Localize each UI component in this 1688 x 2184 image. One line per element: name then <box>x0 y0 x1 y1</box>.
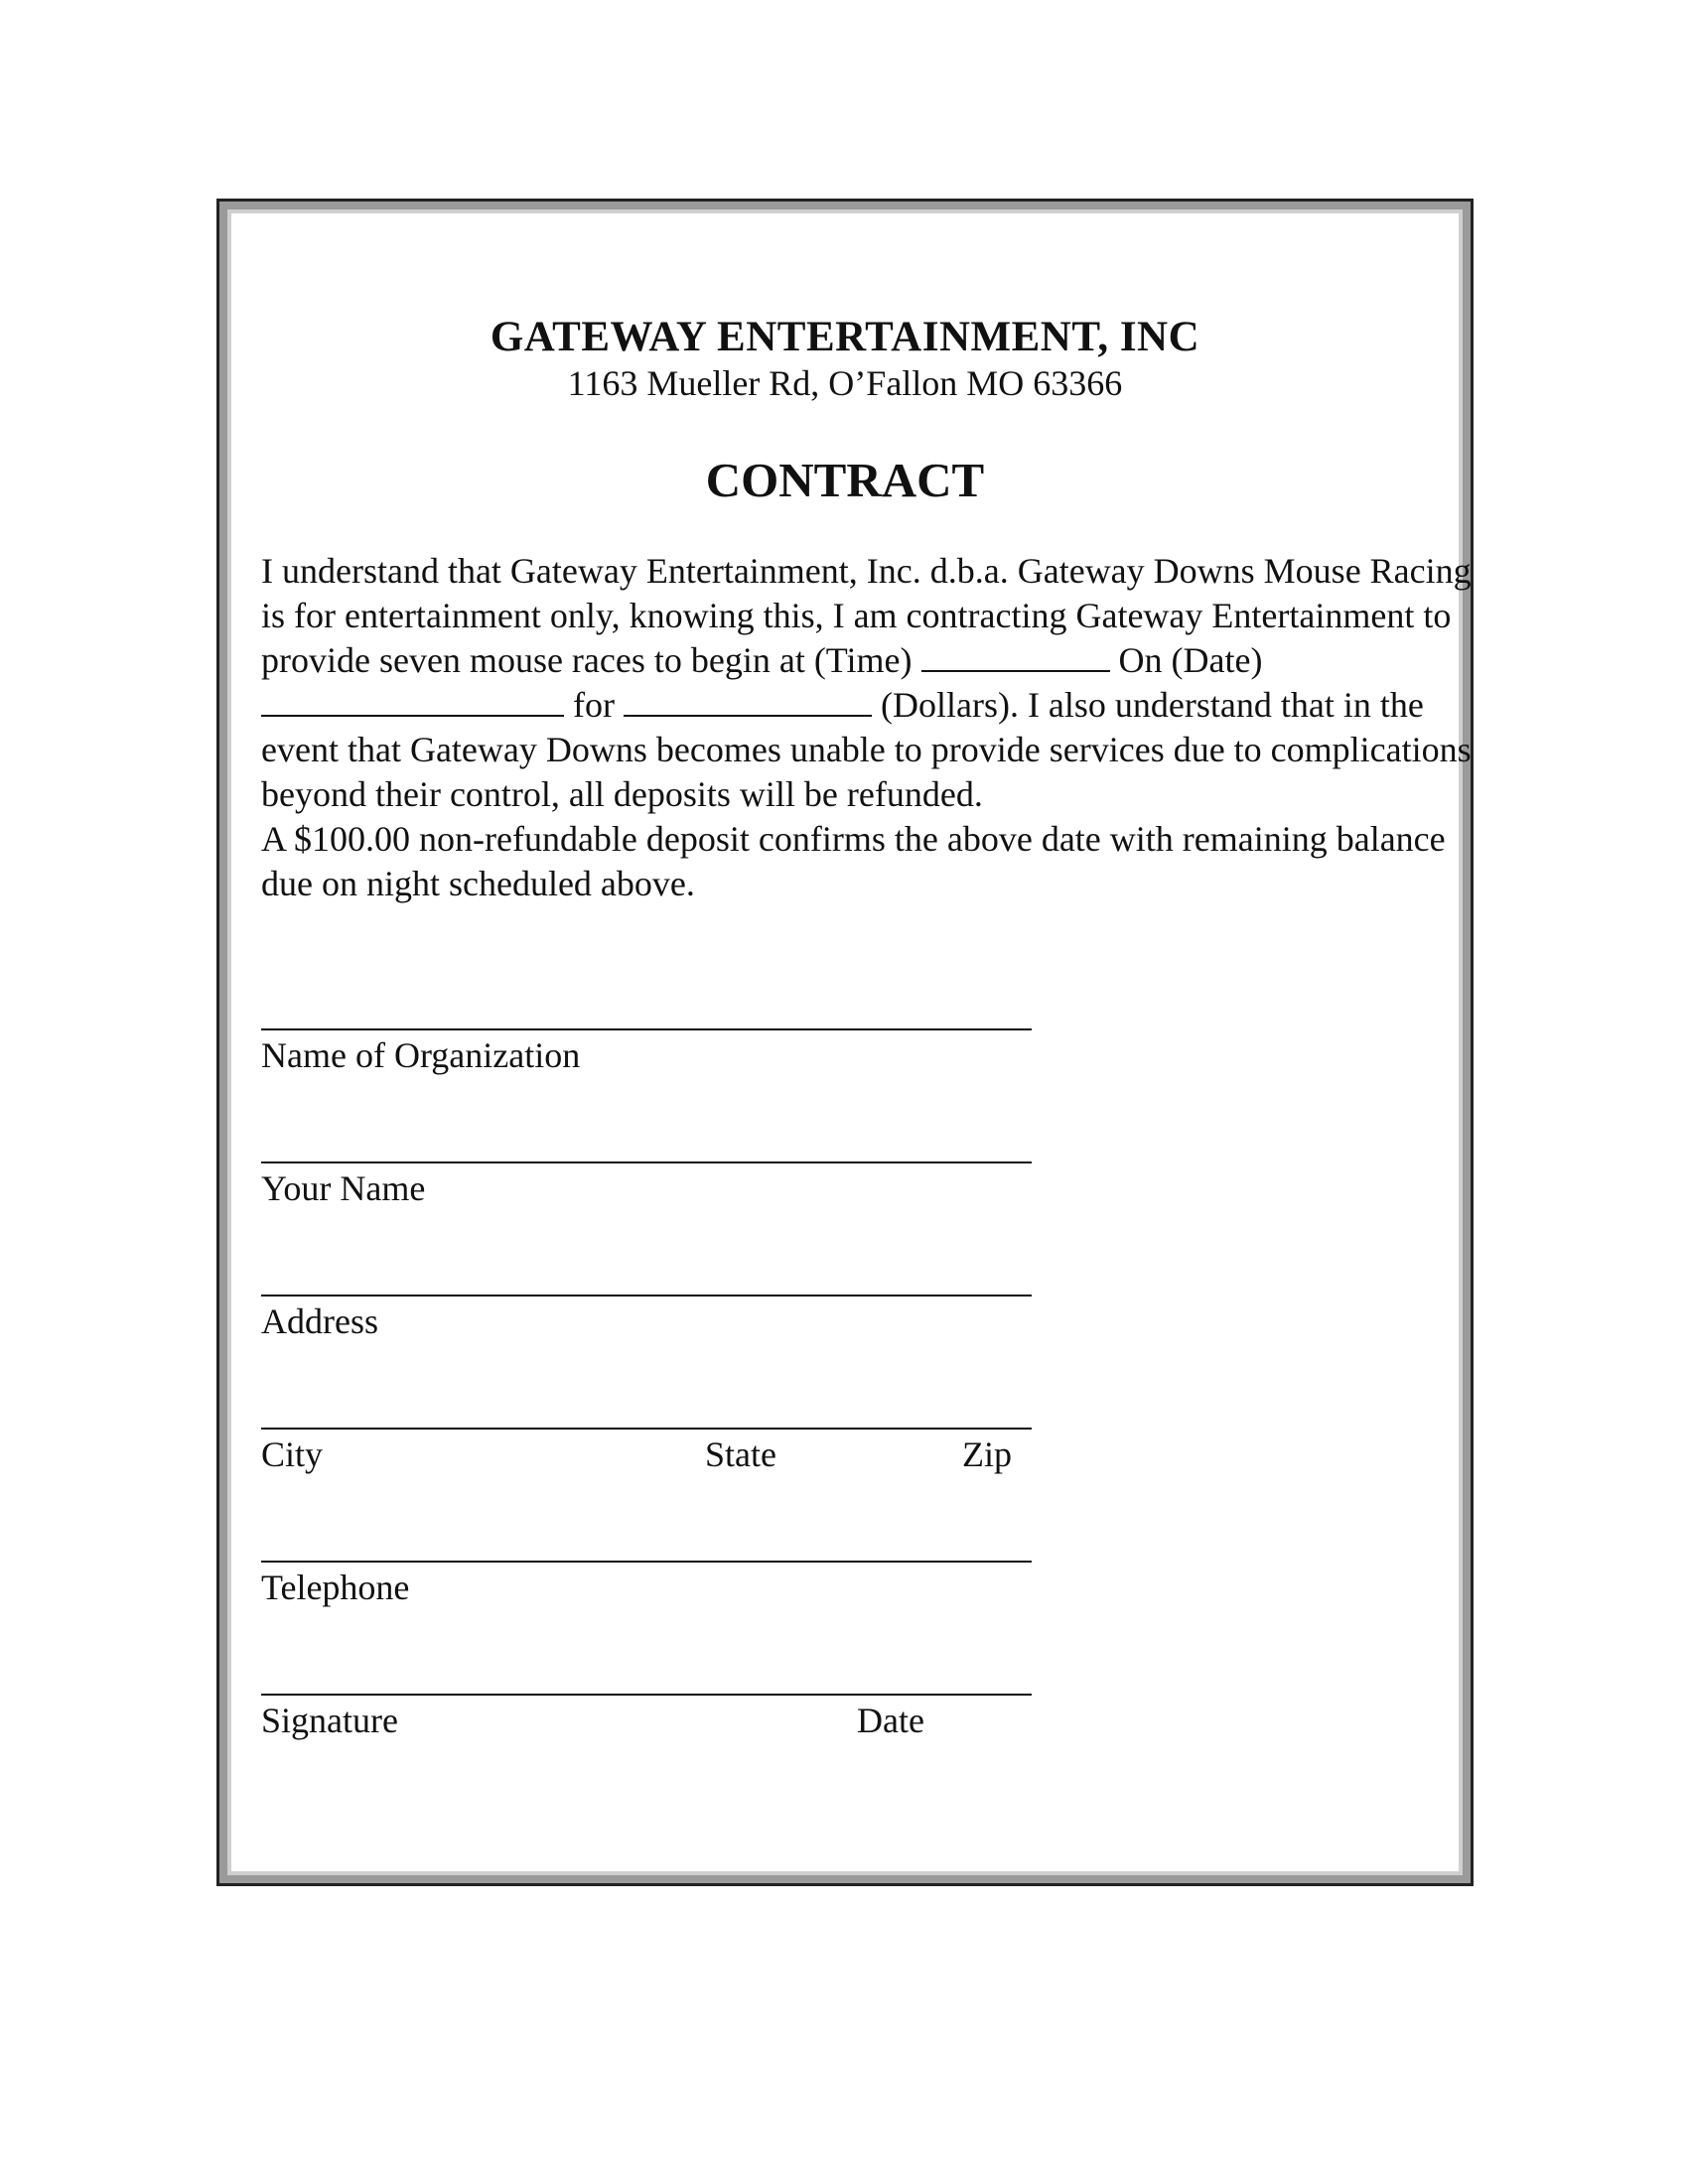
contract-terms <box>261 549 1473 906</box>
time-blank[interactable] <box>921 640 1110 672</box>
organization-line[interactable] <box>261 1028 1032 1030</box>
telephone-line[interactable] <box>261 1561 1032 1563</box>
company-address: 1163 Mueller Rd, O’Fallon MO 63366 <box>567 363 1123 403</box>
dollars-blank[interactable] <box>624 685 872 717</box>
signature-label: Signature <box>261 1701 398 1740</box>
company-name: GATEWAY ENTERTAINMENT, INC <box>490 314 1200 360</box>
contract-content <box>231 213 1472 1871</box>
state-label: State <box>705 1434 776 1474</box>
signature-line[interactable] <box>261 1694 1032 1696</box>
city-state-zip-line[interactable] <box>261 1428 1032 1430</box>
document-title: CONTRACT <box>705 453 985 507</box>
terms-text-intro: I understand that Gateway Entertainment, Inc. d.b.a. Gateway Downs Mouse Racing is for entertainment only, knowing this, I am contracting Gateway Entertainment to provide seven mouse races to begin at (Time) <box>261 551 1472 680</box>
contract-border <box>216 199 1474 1886</box>
terms-paragraph <box>261 549 1473 817</box>
signature-date-label: Date <box>857 1701 924 1740</box>
address-label: Address <box>261 1301 378 1341</box>
terms-text-refund: (Dollars). I also understand that in the event that Gateway Downs becomes unable to provide services due to complications beyond their control, all deposits will be refunded. <box>261 685 1472 814</box>
organization-label: Name of Organization <box>261 1035 581 1075</box>
amount-prefix-text: for <box>573 685 615 725</box>
date-prefix-text: On (Date) <box>1118 640 1263 680</box>
date-blank[interactable] <box>261 685 564 717</box>
address-line[interactable] <box>261 1295 1032 1297</box>
city-label: City <box>261 1434 324 1474</box>
contract-border-inner <box>227 209 1472 1875</box>
your-name-line[interactable] <box>261 1161 1032 1163</box>
zip-label: Zip <box>962 1434 1012 1474</box>
telephone-label: Telephone <box>261 1568 410 1607</box>
deposit-note: A $100.00 non-refundable deposit confirms the above date with remaining balance due on night scheduled above. <box>261 819 1446 903</box>
your-name-label: Your Name <box>261 1168 426 1208</box>
